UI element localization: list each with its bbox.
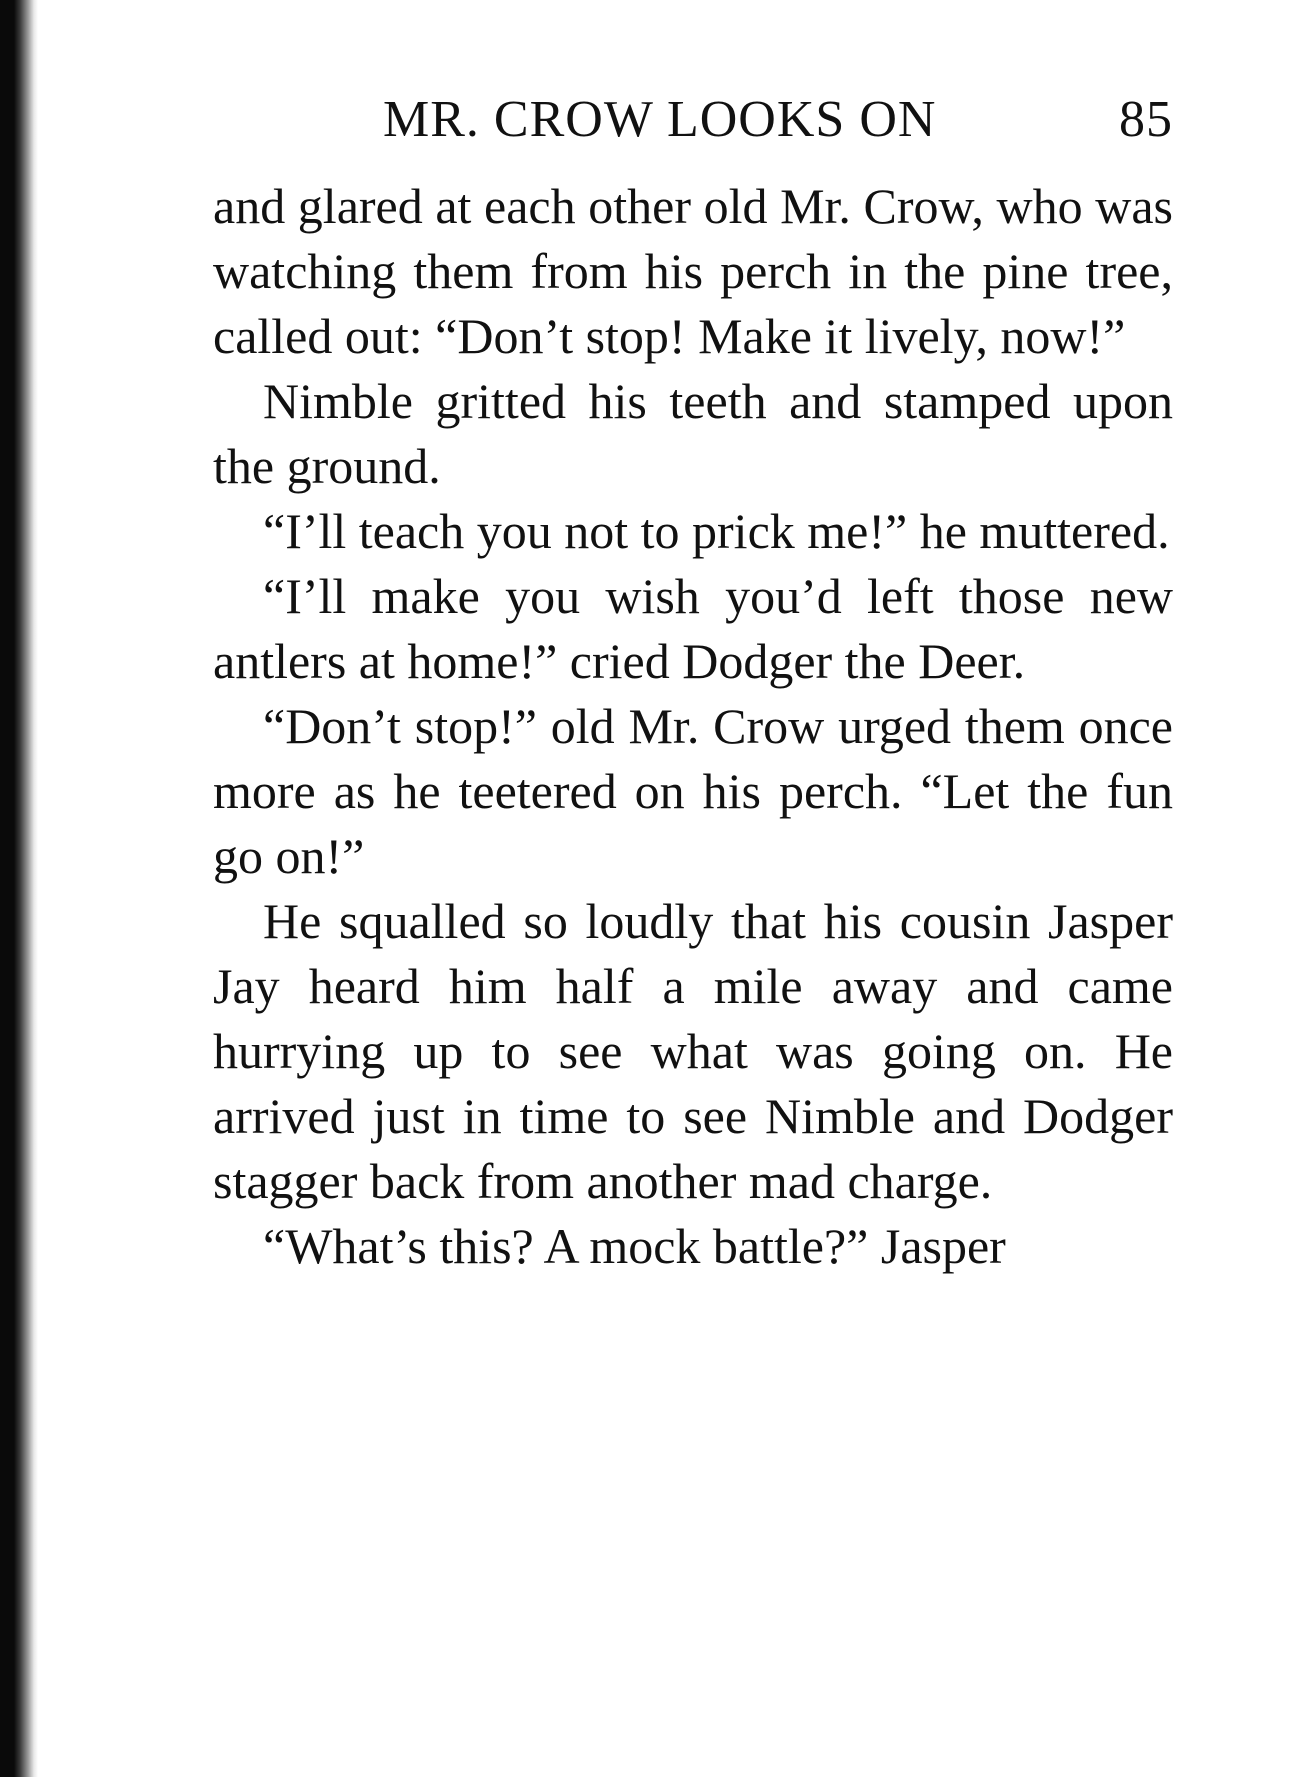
book-page: [213, 80, 1173, 1279]
paragraph-final: “What’s this? A mock battle?” Jasper: [263, 1218, 1006, 1274]
paragraph: “I’ll make you wish you’d left those new antlers at home!” cried Dodger the Deer.: [213, 568, 1173, 689]
body-text: [213, 174, 1173, 1279]
page-number: 85: [1119, 91, 1173, 148]
chapter-running-title: MR. CROW LOOKS ON: [383, 91, 937, 148]
paragraph: Nimble gritted his teeth and stamped upon the ground.: [213, 373, 1173, 494]
running-head: [213, 80, 1173, 160]
paragraph: He squalled so loudly that his cousin Jasper Jay heard him half a mile away and came hurrying up to see what was going on. He arrived just in time to see Nimble and Dodger stagger back from another mad charge.: [213, 893, 1173, 1209]
paragraph: “I’ll teach you not to prick me!” he muttered.: [263, 503, 1170, 559]
paragraph-continued: and glared at each other old Mr. Crow, who was watching them from his perch in the pine tree, called out: “Don’t stop! Make it lively, now!”: [213, 178, 1173, 364]
paragraph: “Don’t stop!” old Mr. Crow urged them once more as he teetered on his perch. “Let the fun go on!”: [213, 698, 1173, 884]
book-spine-shadow: [0, 0, 38, 1777]
